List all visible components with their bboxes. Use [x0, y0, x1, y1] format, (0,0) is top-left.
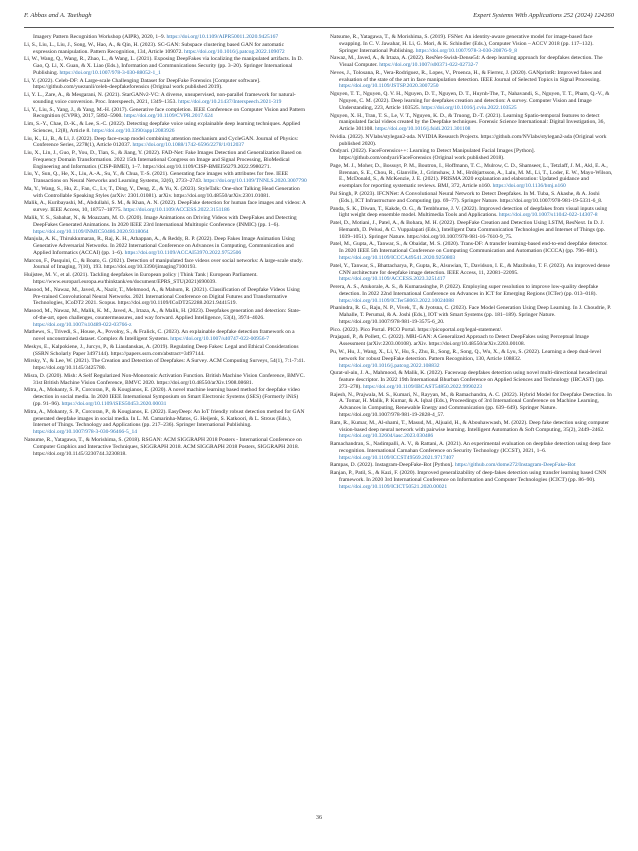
reference-entry [24, 200, 307, 214]
page-number: 36 [315, 814, 323, 821]
reference-text: Prajapati, P., & Pollett, C. (2022). MRI-GAN: A Generalized Approach to Detect DeepFakes using Perceptual Image Assessment (arXiv:2203.00108). arXiv. https://doi.org/10.48550/arXiv.2203.00108. [330, 334, 589, 348]
reference-text: Rampas, D. (2022). Instagram-DeepFake-Bot [Python]. [330, 462, 455, 469]
reference-doi-link[interactable]: https://doi.org/10.1007/978-3-030-20876-9_8 [415, 47, 518, 54]
reference-doi-link[interactable]: https://doi.org/10.1088/1742-6596/2278/1/012037 [132, 142, 244, 149]
reference-text: Nguyen, X. H., Tran, T. S., Le, V. T., Nguyen, K. D., & Truong, D.-T. (2021). Learning Spatio-temporal features to detect manipulated facial videos created by the Deepfake techniques. Forensic Science International: Digital Investigation, 36, Article 301108. [330, 112, 605, 133]
reference-entry [24, 78, 307, 92]
reference-text: Ranjan, P., Patil, S., & Kazi, F. (2020). Improved generalizability of deep-fakes detection using transfer learning based CNN framework. In 2020 3rd International Conference on Information and Computer Technologies (ICICT) (pp. 86–90). [330, 470, 607, 483]
reference-entry [24, 308, 307, 328]
reference-entry [24, 358, 307, 372]
reference-entry [24, 344, 307, 358]
reference-text: Li, Y. L., Zare, A., & Mesgarani, N. (2021). StarGANv2-VC: A diverse, unsupervised, non-parallel framework for natural-sounding voice conversion. Proc. Interspeech, 2021, 1349–1353. [24, 92, 296, 105]
reference-text: Nguyen, T. T., Nguyen, Q. V. H., Nguyen, D. T., Nguyen, D. T., Huynh-The, T., Nahavandi, S., Nguyen, T. T., Pham, Q.-V., & Nguyen, C. M. (2022). Deep learning for deepfakes creation and detection: A survey. Computer Vision and Image Understanding, 223, Article 103525. [330, 91, 610, 111]
reference-entry [330, 163, 613, 190]
reference-text: Imagery Pattern Recognition Workshop (AIPR), 2020, 1–9. [33, 34, 167, 40]
reference-entry [330, 441, 613, 461]
reference-entry [24, 171, 307, 185]
reference-entry [24, 42, 307, 56]
reference-doi-link[interactable]: https://doi.org/10.1007/978-3-030-88052-1_1 [59, 69, 161, 76]
reference-doi-link[interactable]: https://doi.org/10.1007/s11042-022-14307-8 [498, 212, 598, 219]
reference-entry [330, 220, 613, 240]
reference-entry [24, 387, 307, 407]
reference-text: Rajesh, N., Prajwala, M. S., Kumari, N., Rayyan, M., & Ramachandra, A. C. (2022). Hybrid Model for Deepfake Detection. In A. Tomar, H. Malik, P. Kumar, & A. Iqbal (Eds.), Proceedings of 3rd International Conference on Machine Learning, Advances in Computing, Renewable Energy and Communication (pp. 639–649). Springer Nature. https://doi.org/10.1007/978-981-19-2828-4_57. [330, 391, 612, 418]
reference-text: Huijstee, M. V., et al. (2021). Tackling deepfakes in European policy | Think Tank | European Parliament. https://www.europarl.europa.eu/thinktank/en/document/EPRS_STU(2021)690039. [24, 272, 258, 285]
reference-entry [330, 420, 613, 440]
reference-entry [330, 148, 613, 162]
reference-text: Marcon, F., Pasquini, C., & Boato, G. (2021). Detection of manipulated face videos over social networks: A large-scale study. Journal of Imaging, 7(10), 193. https://doi.org/10.3390/jimaging7100193. [24, 257, 303, 271]
reference-entry [330, 55, 613, 69]
reference-text: Meskys, E., Kalpokiene, J., Jurcys, P., & Liaudanskas, A. (2019). Regulating Deep Fakes: Legal and Ethical Considerations (SSRN Scholarly Paper 3497144). https://papers.ssrn.com/abstract=3497144. [24, 343, 299, 357]
reference-text: Mathews, S., Trivedi, S., House, A., Povolny, S., & Fralick, C. (2023). An explainable deepfake detection framework on a novel unconstrained dataset. Complex & Intelligent Systems. [24, 329, 295, 343]
reference-doi-link[interactable]: https://doi.org/10.1109/iSES50453.2020.00031 [61, 401, 167, 408]
reference-text: Patel, D., Motiani, J., Patel, A., & Bohara, M. H. (2022). DeepFake Creation and Detection Using LSTM, ResNext. In D. J. Hemanth, D. Pelusi, & C. Vuppalapati (Eds.), Intelligent Data Communication Technologies and Internet of Things (pp. 1039–1051). Springer Nature. https://doi.org/10.1007/978-981-16-7610-9_75. [330, 220, 606, 240]
running-header [24, 10, 614, 26]
reference-entry [330, 34, 613, 54]
reference-doi-link[interactable]: https://doi.org/10.1007/s10489-022-03766-z [33, 321, 132, 328]
reference-entry [330, 91, 613, 111]
reference-entry [330, 327, 613, 334]
reference-text: Mirsky, Y., & Lee, W. (2021). The Creation and Detection of Deepfakes: A Survey. ACM Computing Surveys, 54(1), 7:1-7:41. https://doi.org/10.1145/3425780. [24, 358, 306, 372]
references-left-column [24, 34, 307, 458]
reference-entry [24, 215, 307, 235]
reference-doi-link[interactable]: https://doi.org/10.1109/TNNLS.2020.3007790 [203, 178, 307, 185]
reference-text: Manjula, A. K., Thirukkumaran, R., Raj, K. H., Athappan, A., & Reddy, R. P. (2022). Deep Fakes Image Animation Using Generative Adversarial Networks. In 2022 International Conference on Advances in Computing, Communication and Applied Informatics (ACCAI) (pp. 1–6). [24, 236, 295, 256]
reference-text: Lim, S.-Y., Chae, D.-K., & Lee, S.-C. (2022). Detecting deepfake voice using explainable deep learning techniques. Applied Sciences, 12(8), Article 8. [24, 121, 301, 134]
reference-doi-link[interactable]: https://doi.org/10.1109/ICTer58063.2022.10024088 [339, 297, 454, 304]
reference-text: Ram, R., Kumar, M., Al-shami, T., Masud, M., Aljuaid, H., & Abouhawwash, M. (2022). Deep fake detection using computer vision-based deep neural network with pairwise learning. Intelligent Automation & Soft Computing, 35(2), 2449–2462. [330, 419, 610, 433]
reference-text: Ondyari. (2022). FaceForensics++: Learning to Detect Manipulated Facial Images [Python]. https://github.com/ondyari/FaceForensics (Original work published 2018). [330, 148, 535, 162]
reference-text: Liu, X., Lin, J., Guo, P., You, D., Tian, S., & Jiang, Y. (2022). FAD-Net: Fake Images Detection and Generalization Based on Frequency Domain Transformation. 2022 15th International Congress on Image and Signal Processing, BioMedical Engineering and Informatics (CISP-BMEI), 1–7. https://doi.org/10.1109/CISP-BMEI56279.2022.9980271. [24, 150, 302, 170]
reference-text: Liu, Y., Sun, Q., He, X., Liu, A.-A., Su, Y., & Chua, T.-S. (2021). Generating face images with attributes for free. IEEE Transactions on Neural Networks and Learning Systems, 32(6), 2733–2743. [24, 171, 289, 185]
reference-text: Patel, Y., Tanwar, S., Bhattacharya, P., Gupta, R., Alsuwian, T., Davidson, I. E., & Mazibuko, T. F. (2023). An improved dense CNN architecture for deepfake image detection. IEEE Access, 11, 22081–22095. [330, 262, 610, 276]
reference-text: Masood, M., Nawaz, M., Malik, K. M., Javed, A., Irtaza, A., & Malik, H. (2023). Deepfakes generation and detection: State-of-the-art, open challenges, countermeasures, and way forward. Applied Intelligence, 53(4), 3974–4026. [24, 308, 301, 321]
reference-entry [330, 470, 613, 490]
reference-doi-link[interactable]: https://doi.org/10.1109/JSTSP.2020.3007250 [339, 83, 439, 90]
reference-doi-link[interactable]: https://doi.org/10.1109/ACCESS.2023.3251417 [339, 276, 446, 283]
reference-text: Nvidia. (2022). NVlabs/stylegan2-ada. NVIDIA Research Projects. https://github.com/NVlabs/stylegan2-ada (Original work published 2020). [330, 133, 607, 147]
reference-text: Mitra, A., Mohanty, S. P., Corcoran, P., & Kougianos, E. (2022). EasyDeep: An IoT friendly robust detection method for GAN generated deepfake images in social media. In L. M. Camarinha-Matos, G. Heijenk, S. Katkoori, & L. Strous (Eds.), Internet of Things. Technology and Applications (pp. 217–236). Springer International Publishing. [24, 408, 305, 429]
reference-entry [330, 241, 613, 261]
reference-doi-link[interactable]: https://doi.org/10.1016/j.fsidi.2021.301108 [375, 126, 471, 133]
reference-entry [330, 206, 613, 220]
reference-entry [330, 113, 613, 133]
reference-entry [330, 191, 613, 205]
reference-entry [24, 121, 307, 135]
header-journal: Expert Systems With Applications 252 (2024) 124260 [473, 12, 614, 19]
reference-entry [330, 370, 613, 390]
reference-text: Liu, K., Li, B., & Li, J. (2022). Deep face-swap model combining attention mechanism and CycleGAN. Journal of Physics: Conference Series, 2278(1), Article 012037. [24, 135, 299, 149]
reference-text: Malik, Y. S., Sabahat, N., & Moazzam, M. O. (2020). Image Animations on Driving Videos with DeepFakes and Detecting DeepFakes Generated Animations. In 2020 IEEE 23rd International Multitopic Conference (INMIC) (pp. 1–6). [24, 215, 297, 228]
reference-text: Patel, M., Gupta, A., Tanwar, S., & Obaidat, M. S. (2020). Trans-DF: A transfer learning-based end-to-end deepfake detector. In 2020 IEEE 5th International Conference on Computing Communication and Automation (ICCCA) (pp. 796–801). [330, 241, 608, 255]
reference-doi-link[interactable]: https://doi.org/10.32604/iasc.2023.030486 [339, 433, 434, 440]
reference-doi-link[interactable]: https://doi.org/10.1109/ICCCA49541.2020.9250803 [339, 254, 456, 261]
reference-entry [24, 437, 307, 457]
reference-entry [330, 305, 613, 325]
reference-doi-link[interactable]: https://doi.org/10.1109/ICICT50521.2020.00021 [339, 483, 448, 490]
reference-entry [24, 136, 307, 150]
reference-text: Pal Singh, P. (2023). IFCNNet: A Convolutional Neural Network to Detect Deepfakes. In M. Tuba, S. Akashe, & A. Joshi (Eds.), ICT Infrastructure and Computing (pp. 69–77). Springer Nature. https://doi.org/10.1007/978-981-19-5331-6_8. [330, 191, 603, 204]
reference-doi-link[interactable]: https://doi.org/10.1109/ACCAI53970.2022.9752506 [124, 249, 242, 256]
reference-entry [24, 409, 307, 436]
reference-entry [330, 263, 613, 283]
reference-entry [24, 92, 307, 106]
reference-text: Pico. (2022). Pico Portal. PICO Portal. https://picoportal.org/legal-statement/. [330, 326, 503, 333]
reference-text: Li, S., Liu, L., Liu, J., Song, W., Hao, A., & Qin, H. (2023). SC-GAN: Subspace clustering based GAN for automatic expression manipulation. Pattern Recognition, 134, Article 109072. [24, 41, 285, 55]
reference-doi-link[interactable]: https://doi.org/10.3390/app12083926 [92, 127, 175, 134]
reference-entry [24, 287, 307, 307]
header-rule [24, 27, 614, 28]
reference-entry [24, 186, 307, 200]
reference-doi-link[interactable]: https://doi.org/10.1109/ACCESS.2022.3151186 [123, 207, 230, 214]
reference-entry [24, 34, 307, 41]
reference-text: Panda, S. K., Diwan, T., Kakde, O. G., & Tembhurne, J. V. (2022). Improved detection of deepfakes from visual inputs using light weight deep ensemble model. Multimedia Tools and Applications. [330, 205, 608, 219]
reference-doi-link[interactable]: https://doi.org/10.1016/j.patcog.2022.108832 [339, 362, 440, 369]
reference-text: Li, Y., Liu, S., Yang, J., & Yang, M.-H. (2017). Generative face completion. IEEE Conference on Computer Vision and Pattern Recognition (CVPR), 2017, 5892–5900. [24, 106, 306, 120]
reference-doi-link[interactable]: https://doi.org/10.1016/j.patcog.2022.109072 [184, 48, 285, 55]
reference-text: Perera, A. S., Atukorale, A. S., & Kumarasinghe, P. (2022). Employing super resolution to improve low-quality deepfake detection. In 2022 22nd International Conference on Advances in ICT for Emerging Regions (ICTer) (pp. 013–018). [330, 284, 599, 297]
reference-entry [330, 462, 613, 469]
reference-text: Natsume, R., Yatagawa, T., & Morishima, S. (2019). FSNet: An identity-aware generative model for image-based face swapping. In C. V. Jawahar, H. Li, G. Mori, & K. Schindler (Eds.), Computer Vision – ACCV 2018 (pp. 117–132). Springer International Publishing. [330, 34, 594, 54]
reference-text: Natsume, R., Yatagawa, T., & Morishima, S. (2018). RSGAN: ACM SIGGRAPH 2018 Posters - International Conference on Computer Graphics and Interactive Techniques, SIGGRAPH 2018. ACM SIGGRAPH 2018 Posters, SIGGRAPH 2018. https://doi.org/10.1145/3230744.3230818. [24, 436, 302, 457]
reference-doi-link[interactable]: https://doi.org/10.1007/s40747-022-00956-7 [170, 336, 270, 343]
reference-entry [24, 373, 307, 387]
reference-text: Malik, A., Kuribayashi, M., Abdullahi, S. M., & Khan, A. N. (2022). DeepFake detection for human face images and videos: A survey. IEEE Access, 10, 18757–18775. [24, 200, 306, 214]
reference-text: Ma, Y., Wang, S., Hu, Z., Fan, C., Lv, T., Ding, Y., Deng, Z., & Yu, X. (2023). StyleTalk: One-shot Talking Head Generation with Controllable Speaking Styles (arXiv: 2301.01081). arXiv. https://doi.org/10.48550/arXiv.2301.01081. [24, 185, 300, 199]
reference-entry [24, 272, 307, 286]
reference-entry [24, 236, 307, 256]
reference-doi-link[interactable]: https://doi.org/10.1109/CVPR.2017.624 [124, 113, 213, 120]
reference-entry [330, 349, 613, 369]
reference-text: Pu, W., Hu, J., Wang, X., Li, Y., Hu, S., Zhu, B., Song, R., Song, Q., Wu, X., & Lyu, S. (2022). Learning a deep dual-level network for robust DeepFake detection. Pattern Recognition, 130, Article 108832. [330, 348, 602, 362]
reference-doi-link[interactable]: https://doi.org/10.1007/s00371-022-02732-7 [379, 62, 479, 69]
reference-entry [330, 334, 613, 348]
reference-doi-link[interactable]: https://doi.org/10.1109/INMIC50486.2020.9318064 [33, 228, 149, 235]
references-right-column [330, 34, 613, 491]
reference-doi-link[interactable]: https://doi.org/10.1109/ICCST49569.2021.9717407 [339, 454, 454, 461]
reference-text: Page, M. J., Moher, D., Bossuyt, P. M., Boutron, I., Hoffmann, T. C., Mulrow, C. D., Shamseer, L., Tetzlaff, J. M., Akl, E. A., Brennan, S. E., Chou, R., Glanville, J., Grimshaw, J. M., Hróbjartsson, A., Lalu, M. M., Li, T., Loder, E. W., Mayo-Wilson, E., McDonald, S., & McKenzie, J. E. (2021). PRISMA 2020 explanation and elaboration: Updated guidance and exemplars for reporting systematic reviews. BMJ, 372, Article n160. [330, 162, 613, 190]
reference-text: Phanindra, R. G., Raju, N. P., Vivek, T., & Jyotsna, C. (2023). Face Model Generation Using Deep Learning. In J. Choudrie, P. Mahalle, T. Perumal, & A. Joshi (Eds.), IOT with Smart Systems (pp. 181–189). Springer Nature. https://doi.org/10.1007/978-981-19-3575-6_20. [330, 305, 612, 325]
reference-doi-link[interactable]: https://github.com/dome272/Instagram-DeepFake-Bot [454, 462, 576, 469]
reference-entry [330, 134, 613, 148]
reference-entry [24, 150, 307, 170]
reference-text: Neves, J., Tolosana, R., Vera-Rodriguez, R., Lopes, V., Proenca, H., & Fierrez, J. (2020). GANprintR: Improved fakes and evaluation of the state of the art in face manipulation detection. IEEE Journal of Selected Topics in Signal Processing. [330, 69, 602, 83]
reference-doi-link[interactable]: https://doi.org/10.1007/978-3-030-96466-5_14 [33, 429, 138, 436]
reference-entry [24, 107, 307, 121]
reference-doi-link[interactable]: https://doi.org/10.1109/IBCAST54850.2022.9990223 [363, 383, 483, 390]
reference-doi-link[interactable]: https://doi.org/10.21437/Interspeech.2021-319 [178, 98, 282, 105]
reference-text: Mitra, A., Mohanty, S. P., Corcoran, P., & Kougianos, E. (2020). A novel machine learning based method for deepfake video detection in social media. In 2020 IEEE International Symposium on Smart Electronic Systems (iSES) (Formerly iNiS) (pp. 91–96). [24, 387, 301, 408]
reference-entry [24, 329, 307, 343]
reference-doi-link[interactable]: https://doi.org/10.1016/j.cviu.2022.103525 [421, 104, 517, 111]
reference-text: Nawaz, M., Javed, A., & Irtaza, A. (2022). ResNet-Swish-Dense54: A deep learning approach for deepfakes detection. The Visual Computer. [330, 55, 603, 69]
reference-text: Li, W., Wang, Q., Wang, R., Zhao, L., & Wang, L. (2021). Exposing DeepFakes via localizing the manipulated artifacts. In D. Gao, Q. Li, X. Guan, & X. Liao (Eds.), Information and Communications Security (pp. 3–20). Springer International Publishing. [24, 56, 303, 76]
reference-text: Ramachandran, S., Nadimpalli, A. V., & Rattani, A. (2021). An experimental evaluation on deepfake detection using deep face recognition. International Carnahan Conference on Security Technology (ICCST), 2021, 1–6. [330, 441, 611, 454]
reference-entry [24, 258, 307, 272]
header-authors: F. Abbas and A. Taeihagh [24, 12, 92, 19]
reference-entry [330, 392, 613, 419]
reference-text: Masood, M., Nawaz, M., Javed, A., Nazir, T., Mehmood, A., & Mahum, R. (2021). Classification of Deepfake Videos Using Pre-trained Convolutional Neural Networks. 2021 International Conference on Digital Futures and Transformative Technologies, ICoDT2 2021. Scopus. https://doi.org/10.1109/ICoDT252288.2021.9441519. [24, 286, 300, 307]
reference-entry [24, 56, 307, 76]
reference-text: Li, Y. (2022). Celeb-DF: A Large-scale Challenging Dataset for DeepFake Forensics [Computer software]. https://github.com/yuezunli/celeb-deepfakeforensics (Original work published 2019). [24, 77, 261, 91]
reference-doi-link[interactable]: https://doi.org/10.1136/bmj.n160 [492, 183, 566, 190]
reference-text: Misra, D. (2020). Mish: A Self Regularized Non-Monotonic Activation Function. British Machine Vision Conference, BMVC. 31st British Machine Vision Conference, BMVC 2020. https://doi.org/10.48550/arXiv.1908.08681. [24, 372, 305, 386]
reference-entry [330, 284, 613, 304]
reference-text: Qurat-ul-ain, J. A., Mahmood, & Malik, K. (2022). Faceswap deepfakes detection using novel multi-directional hexadecimal feature descriptor. In 2022 19th International Bhurban Conference on Applied Sciences and Technology (IBCAST) (pp. 273–278). [330, 370, 607, 390]
reference-entry [330, 70, 613, 90]
reference-doi-link[interactable]: https://doi.org/10.1109/AIPR50011.2020.9425167 [166, 34, 279, 40]
